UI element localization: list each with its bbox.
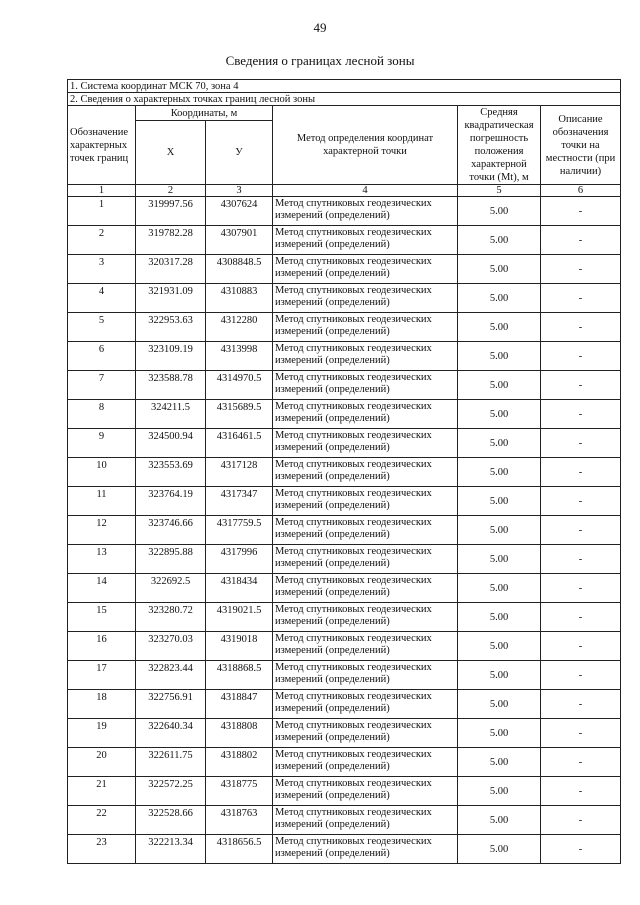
table-row: [68, 661, 621, 690]
point-number-cell: 23: [68, 835, 136, 864]
description-cell: -: [541, 690, 621, 719]
mt-cell: 5.00: [458, 429, 541, 458]
table-row: [68, 197, 621, 226]
point-number-cell: 8: [68, 400, 136, 429]
description-cell: -: [541, 777, 621, 806]
table-row: [68, 632, 621, 661]
column-number: 4: [273, 185, 458, 197]
mt-cell: 5.00: [458, 516, 541, 545]
table-row: [68, 806, 621, 835]
y-coordinate-cell: 4318802: [206, 748, 273, 777]
table-row: [68, 516, 621, 545]
y-coordinate-cell: 4319018: [206, 632, 273, 661]
y-coordinate-cell: 4315689.5: [206, 400, 273, 429]
x-coordinate-cell: 324211.5: [136, 400, 206, 429]
point-number-cell: 4: [68, 284, 136, 313]
x-coordinate-cell: 322692.5: [136, 574, 206, 603]
table-row: [68, 719, 621, 748]
y-coordinate-cell: 4318775: [206, 777, 273, 806]
y-coordinate-cell: 4317128: [206, 458, 273, 487]
method-cell: Метод спутниковых геодезических измерений (определений): [273, 719, 458, 748]
point-number-cell: 16: [68, 632, 136, 661]
mt-cell: 5.00: [458, 487, 541, 516]
description-cell: -: [541, 429, 621, 458]
header-method: Метод определения координат характерной точки: [273, 106, 458, 185]
column-number: 3: [206, 185, 273, 197]
column-number: 2: [136, 185, 206, 197]
method-cell: Метод спутниковых геодезических измерений (определений): [273, 661, 458, 690]
column-number-row: [68, 185, 621, 197]
y-coordinate-cell: 4318847: [206, 690, 273, 719]
point-number-cell: 11: [68, 487, 136, 516]
description-cell: -: [541, 603, 621, 632]
boundary-points-table: [67, 79, 621, 864]
x-coordinate-cell: 324500.94: [136, 429, 206, 458]
method-cell: Метод спутниковых геодезических измерений (определений): [273, 226, 458, 255]
mt-cell: 5.00: [458, 284, 541, 313]
system-row: [68, 80, 621, 93]
description-cell: -: [541, 487, 621, 516]
table-row: [68, 487, 621, 516]
header-point-designation: Обозначение характерных точек границ: [68, 106, 136, 185]
x-coordinate-cell: 319782.28: [136, 226, 206, 255]
y-coordinate-cell: 4318434: [206, 574, 273, 603]
description-cell: -: [541, 226, 621, 255]
description-cell: -: [541, 516, 621, 545]
x-coordinate-cell: 319997.56: [136, 197, 206, 226]
y-coordinate-cell: 4317347: [206, 487, 273, 516]
description-cell: -: [541, 255, 621, 284]
mt-cell: 5.00: [458, 632, 541, 661]
mt-cell: 5.00: [458, 574, 541, 603]
points-info-cell: 2. Сведения о характерных точках границ лесной зоны: [68, 93, 621, 106]
x-coordinate-cell: 323553.69: [136, 458, 206, 487]
header-row-1: [68, 106, 621, 121]
y-coordinate-cell: 4318763: [206, 806, 273, 835]
mt-cell: 5.00: [458, 835, 541, 864]
description-cell: -: [541, 719, 621, 748]
method-cell: Метод спутниковых геодезических измерений (определений): [273, 835, 458, 864]
info-row: [68, 93, 621, 106]
table-row: [68, 835, 621, 864]
point-number-cell: 2: [68, 226, 136, 255]
x-coordinate-cell: 321931.09: [136, 284, 206, 313]
point-number-cell: 15: [68, 603, 136, 632]
column-number: 6: [541, 185, 621, 197]
table-row: [68, 400, 621, 429]
y-coordinate-cell: 4317996: [206, 545, 273, 574]
x-coordinate-cell: 322640.34: [136, 719, 206, 748]
table-row: [68, 226, 621, 255]
y-coordinate-cell: 4318868.5: [206, 661, 273, 690]
y-coordinate-cell: 4318656.5: [206, 835, 273, 864]
method-cell: Метод спутниковых геодезических измерений (определений): [273, 284, 458, 313]
y-coordinate-cell: 4317759.5: [206, 516, 273, 545]
header-y: У: [206, 121, 273, 185]
x-coordinate-cell: 323270.03: [136, 632, 206, 661]
header-coordinates: Координаты, м: [136, 106, 273, 121]
mt-cell: 5.00: [458, 255, 541, 284]
method-cell: Метод спутниковых геодезических измерений (определений): [273, 400, 458, 429]
method-cell: Метод спутниковых геодезических измерений (определений): [273, 458, 458, 487]
description-cell: -: [541, 342, 621, 371]
y-coordinate-cell: 4319021.5: [206, 603, 273, 632]
x-coordinate-cell: 322213.34: [136, 835, 206, 864]
description-cell: -: [541, 400, 621, 429]
table-row: [68, 574, 621, 603]
table-row: [68, 313, 621, 342]
x-coordinate-cell: 322895.88: [136, 545, 206, 574]
x-coordinate-cell: 322756.91: [136, 690, 206, 719]
x-coordinate-cell: 323764.19: [136, 487, 206, 516]
table-row: [68, 777, 621, 806]
table-row: [68, 429, 621, 458]
description-cell: -: [541, 458, 621, 487]
mt-cell: 5.00: [458, 661, 541, 690]
mt-cell: 5.00: [458, 748, 541, 777]
method-cell: Метод спутниковых геодезических измерений (определений): [273, 690, 458, 719]
point-number-cell: 17: [68, 661, 136, 690]
table-row: [68, 545, 621, 574]
y-coordinate-cell: 4310883: [206, 284, 273, 313]
description-cell: -: [541, 284, 621, 313]
y-coordinate-cell: 4318808: [206, 719, 273, 748]
table-row: [68, 748, 621, 777]
y-coordinate-cell: 4316461.5: [206, 429, 273, 458]
point-number-cell: 7: [68, 371, 136, 400]
description-cell: -: [541, 197, 621, 226]
method-cell: Метод спутниковых геодезических измерений (определений): [273, 197, 458, 226]
point-number-cell: 3: [68, 255, 136, 284]
y-coordinate-cell: 4307901: [206, 226, 273, 255]
method-cell: Метод спутниковых геодезических измерений (определений): [273, 429, 458, 458]
y-coordinate-cell: 4308848.5: [206, 255, 273, 284]
description-cell: -: [541, 748, 621, 777]
mt-cell: 5.00: [458, 806, 541, 835]
column-number: 1: [68, 185, 136, 197]
table-row: [68, 371, 621, 400]
point-number-cell: 12: [68, 516, 136, 545]
description-cell: -: [541, 574, 621, 603]
y-coordinate-cell: 4307624: [206, 197, 273, 226]
table-row: [68, 255, 621, 284]
method-cell: Метод спутниковых геодезических измерений (определений): [273, 255, 458, 284]
point-number-cell: 18: [68, 690, 136, 719]
point-number-cell: 6: [68, 342, 136, 371]
description-cell: -: [541, 835, 621, 864]
point-number-cell: 21: [68, 777, 136, 806]
description-cell: -: [541, 632, 621, 661]
point-number-cell: 22: [68, 806, 136, 835]
table-row: [68, 690, 621, 719]
description-cell: -: [541, 313, 621, 342]
mt-cell: 5.00: [458, 545, 541, 574]
description-cell: -: [541, 661, 621, 690]
method-cell: Метод спутниковых геодезических измерений (определений): [273, 632, 458, 661]
mt-cell: 5.00: [458, 226, 541, 255]
method-cell: Метод спутниковых геодезических измерений (определений): [273, 313, 458, 342]
coordinate-system-cell: 1. Система координат МСК 70, зона 4: [68, 80, 621, 93]
header-mt: Средняя квадратическая погрешность положения характерной точки (Mt), м: [458, 106, 541, 185]
mt-cell: 5.00: [458, 458, 541, 487]
y-coordinate-cell: 4313998: [206, 342, 273, 371]
x-coordinate-cell: 322611.75: [136, 748, 206, 777]
point-number-cell: 13: [68, 545, 136, 574]
mt-cell: 5.00: [458, 197, 541, 226]
method-cell: Метод спутниковых геодезических измерений (определений): [273, 574, 458, 603]
x-coordinate-cell: 323280.72: [136, 603, 206, 632]
point-number-cell: 10: [68, 458, 136, 487]
mt-cell: 5.00: [458, 690, 541, 719]
y-coordinate-cell: 4312280: [206, 313, 273, 342]
table-row: [68, 284, 621, 313]
x-coordinate-cell: 322953.63: [136, 313, 206, 342]
description-cell: -: [541, 806, 621, 835]
header-x: X: [136, 121, 206, 185]
method-cell: Метод спутниковых геодезических измерений (определений): [273, 371, 458, 400]
point-number-cell: 1: [68, 197, 136, 226]
mt-cell: 5.00: [458, 342, 541, 371]
description-cell: -: [541, 371, 621, 400]
method-cell: Метод спутниковых геодезических измерений (определений): [273, 545, 458, 574]
y-coordinate-cell: 4314970.5: [206, 371, 273, 400]
page-number: 49: [313, 20, 327, 35]
mt-cell: 5.00: [458, 313, 541, 342]
x-coordinate-cell: 320317.28: [136, 255, 206, 284]
mt-cell: 5.00: [458, 400, 541, 429]
point-number-cell: 19: [68, 719, 136, 748]
document-title: Сведения о границах лесной зоны: [225, 53, 415, 68]
method-cell: Метод спутниковых геодезических измерений (определений): [273, 777, 458, 806]
x-coordinate-cell: 322528.66: [136, 806, 206, 835]
mt-cell: 5.00: [458, 719, 541, 748]
description-cell: -: [541, 545, 621, 574]
point-number-cell: 5: [68, 313, 136, 342]
x-coordinate-cell: 323588.78: [136, 371, 206, 400]
method-cell: Метод спутниковых геодезических измерений (определений): [273, 342, 458, 371]
table-row: [68, 342, 621, 371]
method-cell: Метод спутниковых геодезических измерений (определений): [273, 516, 458, 545]
method-cell: Метод спутниковых геодезических измерений (определений): [273, 487, 458, 516]
header-description: Описание обозначения точки на местности (при наличии): [541, 106, 621, 185]
method-cell: Метод спутниковых геодезических измерений (определений): [273, 806, 458, 835]
mt-cell: 5.00: [458, 371, 541, 400]
point-number-cell: 9: [68, 429, 136, 458]
column-number: 5: [458, 185, 541, 197]
method-cell: Метод спутниковых геодезических измерений (определений): [273, 603, 458, 632]
method-cell: Метод спутниковых геодезических измерений (определений): [273, 748, 458, 777]
table-row: [68, 458, 621, 487]
point-number-cell: 20: [68, 748, 136, 777]
mt-cell: 5.00: [458, 603, 541, 632]
x-coordinate-cell: 323109.19: [136, 342, 206, 371]
x-coordinate-cell: 323746.66: [136, 516, 206, 545]
table-row: [68, 603, 621, 632]
point-number-cell: 14: [68, 574, 136, 603]
mt-cell: 5.00: [458, 777, 541, 806]
x-coordinate-cell: 322572.25: [136, 777, 206, 806]
x-coordinate-cell: 322823.44: [136, 661, 206, 690]
